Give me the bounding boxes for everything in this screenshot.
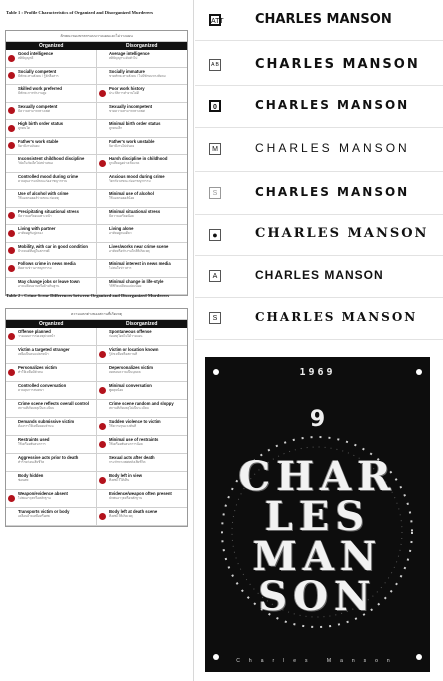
cell-thai-label: อาจเปลี่ยนงานหรือย้ายถิ่นฐาน — [18, 283, 60, 288]
cell-label: Use of alcohol with crime — [18, 191, 69, 196]
cell-thai-label: วางแผนการก่อเหตุล่วงหน้า — [18, 334, 56, 338]
cell-label: Mobility, with car in good condition — [18, 243, 88, 249]
cell-thai-label: มีความเครียดเฉพาะหน้า — [18, 213, 52, 218]
cell-label: Offense planned — [18, 329, 51, 334]
cell-label: May change jobs or leave town — [18, 278, 80, 284]
table-row — [6, 400, 187, 418]
red-dot-icon — [8, 495, 15, 502]
cell-label: Socially immature — [109, 68, 145, 74]
table2 — [5, 308, 188, 527]
disorganized-cell — [97, 278, 187, 295]
cell-label: Harsh discipline in childhood — [109, 156, 168, 161]
table1-col-organized: Organized — [39, 43, 64, 49]
cell-label: Victim or location known — [109, 347, 159, 352]
organized-cell — [6, 68, 97, 85]
cell-thai-label: อาศัยอยู่คนเดียว — [109, 231, 132, 235]
cell-label: Follows crime in news media — [18, 261, 76, 266]
disorganized-cell — [97, 190, 187, 207]
cell-label: Sexually competent — [18, 103, 58, 109]
table1-header — [6, 42, 187, 50]
cell-thai-label: ใช้เครื่องพันธนาการ — [18, 442, 46, 446]
organized-cell — [6, 328, 97, 345]
cell-thai-label: ไม่พบอาวุธหรือหลักฐาน — [18, 496, 51, 500]
table1-col-disorganized: Disorganized — [126, 43, 158, 49]
cell-label: Crime scene random and sloppy — [109, 401, 174, 406]
cell-label: Average intelligence — [109, 51, 150, 56]
cell-label: Personalizes victim — [18, 365, 57, 370]
column-divider — [193, 0, 194, 681]
cell-label: Minimal situational stress — [109, 208, 161, 214]
table2-header — [6, 320, 187, 328]
table-row — [6, 243, 187, 261]
font-sample-text: CHARLES MANSON — [255, 98, 410, 112]
cell-label: Depersonalizes victim — [109, 365, 153, 370]
poster-title-line: LES — [264, 493, 371, 540]
cell-thai-label: ลูกคนเล็ก — [109, 126, 123, 130]
disorganized-cell — [97, 454, 187, 471]
table-row — [6, 138, 187, 156]
cell-label: Sexual acts after death — [109, 455, 155, 460]
table-row — [6, 225, 187, 243]
font-sample-text: CHARLES MANSON — [255, 141, 410, 155]
font-sample-text: CHARLES MANSON — [255, 268, 384, 282]
cell-thai-label: มีความสามารถทางเพศ — [18, 108, 50, 113]
organized-cell — [6, 454, 97, 471]
cell-thai-label: บิดามีงานมั่นคง — [18, 143, 40, 148]
disorganized-cell — [97, 68, 187, 85]
table-row — [6, 85, 187, 103]
poster — [205, 357, 430, 672]
cell-thai-label: มักพบอาวุธหรือหลักฐาน — [109, 496, 143, 500]
table1-caption: Table 1 : Profile Characteristics of Organized and Disorganized Murderers — [6, 10, 154, 15]
cell-label: Controlled mood during crime — [18, 173, 79, 179]
table-row — [6, 190, 187, 208]
cell-thai-label: ควบคุมการสนทนา — [18, 388, 44, 392]
red-dot-icon — [8, 265, 15, 272]
table1-thai-title: ลักษณะของฆาตกรแบบวางแผนและไม่วางแผน — [6, 31, 187, 42]
table-row — [6, 382, 187, 400]
cell-label: Aggressive acts prior to death — [18, 455, 79, 460]
organized-cell — [6, 138, 97, 155]
cell-thai-label: รู้จักเหยื่อหรือสถานที่ — [109, 352, 138, 356]
disorganized-cell — [97, 382, 187, 399]
table1 — [5, 30, 188, 296]
font-preview-icon: S — [209, 187, 221, 199]
cell-thai-label: ลดทอนความเป็นบุคคล — [109, 370, 141, 374]
organized-cell — [6, 490, 97, 507]
table-row — [6, 436, 187, 454]
table-row — [6, 346, 187, 364]
font-sample-row[interactable] — [195, 45, 443, 86]
cell-label: Body hidden — [18, 473, 44, 478]
table1-body — [6, 50, 187, 295]
disorganized-cell — [97, 103, 187, 120]
organized-cell — [6, 50, 97, 67]
disorganized-cell — [97, 364, 187, 381]
cell-label: Minimal use of restraints — [109, 437, 159, 442]
cell-label: Crime scene reflects overall control — [18, 401, 89, 406]
organized-cell — [6, 85, 97, 102]
disorganized-cell — [97, 418, 187, 435]
font-sample-text: CHARLES MANSON — [255, 184, 410, 199]
disorganized-cell — [97, 173, 187, 190]
cell-thai-label: วิตกกังวลขณะก่ออาชญากรรม — [109, 178, 151, 183]
organized-cell — [6, 364, 97, 381]
table-row — [6, 328, 187, 346]
organized-cell — [6, 418, 97, 435]
cell-thai-label: ต้องการให้เหยื่อยอมจำนน — [18, 424, 54, 428]
cell-label: Living with partner — [18, 226, 56, 231]
cell-label: Minimal change in life-style — [109, 278, 164, 284]
poster-title-line: SON — [258, 573, 377, 620]
cell-label: Demands submissive victim — [18, 419, 75, 424]
disorganized-cell — [97, 490, 187, 507]
red-dot-icon — [99, 423, 106, 430]
cell-thai-label: ทำร้ายก่อนเสียชีวิต — [18, 460, 45, 464]
red-dot-icon — [99, 477, 106, 484]
organized-cell — [6, 400, 97, 417]
red-dot-icon — [8, 369, 15, 376]
table-row — [6, 508, 187, 526]
table-row — [6, 173, 187, 191]
poster-number: 9 — [309, 407, 326, 432]
cell-label: Body left at death scene — [109, 509, 158, 514]
disorganized-cell — [97, 260, 187, 277]
cell-thai-label: เหยื่อเป็นคนแปลกหน้า — [18, 352, 49, 356]
font-sample-text: CHARLES MANSON — [255, 56, 420, 72]
font-sample-row[interactable] — [195, 0, 443, 41]
font-sample-row[interactable] — [195, 127, 443, 172]
table2-body — [6, 328, 187, 526]
disorganized-cell — [97, 85, 187, 102]
disorganized-cell — [97, 346, 187, 363]
disorganized-cell — [97, 508, 187, 525]
poster-title-line: MAN — [252, 533, 383, 580]
cell-label: Lives/works near crime scene — [109, 243, 169, 249]
cell-label: Poor work history — [109, 86, 145, 91]
table-row — [6, 103, 187, 121]
cell-label: Living alone — [109, 226, 134, 231]
cell-label: Transports victim or body — [18, 509, 70, 514]
cell-label: Inconsistent childhood discipline — [18, 156, 85, 161]
cell-label: Minimal use of alcohol — [109, 191, 154, 196]
font-preview-icon: A B — [209, 59, 221, 71]
cell-label: High birth order status — [18, 121, 64, 126]
table-row — [6, 472, 187, 490]
table-row — [6, 208, 187, 226]
red-dot-icon — [8, 142, 15, 149]
cell-label: Father's work stable — [18, 138, 59, 144]
cell-thai-label: ใช้แอลกอฮอล์น้อย — [109, 196, 135, 200]
disorganized-cell — [97, 50, 187, 67]
organized-cell — [6, 190, 97, 207]
organized-cell — [6, 208, 97, 225]
poster-title-line: CHAR — [238, 453, 397, 500]
cell-label: Weapon/evidence absent — [18, 491, 68, 496]
table-row — [6, 68, 187, 86]
table2-caption: Table 2 : Crime Scene Differences between Organized and Disorganized Murderers — [6, 293, 170, 298]
cell-thai-label: สติปัญญาระดับทั่วไป — [109, 56, 138, 60]
disorganized-cell — [97, 155, 187, 172]
cell-thai-label: สถานที่เกิดเหตุไม่เป็นระเบียบ — [109, 406, 149, 410]
cell-label: Anxious mood during crime — [109, 173, 165, 179]
red-dot-icon — [99, 351, 106, 358]
cell-label: Controlled conversation — [18, 383, 67, 388]
cell-thai-label: อาศัยหรือทำงานใกล้ที่เกิดเหตุ — [109, 248, 150, 253]
cell-thai-label: ใช้เครื่องพันธนาการน้อย — [109, 442, 143, 446]
table2-thai-title: ความแตกต่างของสถานที่เกิดเหตุ — [6, 309, 187, 320]
font-sample-row[interactable] — [195, 171, 443, 215]
cell-thai-label: ซ่อนศพ — [18, 478, 29, 482]
cell-thai-label: ลูกคนโต — [18, 126, 30, 130]
table-row — [6, 364, 187, 382]
cell-thai-label: สถานที่เกิดเหตุเป็นระเบียบ — [18, 406, 55, 410]
cell-label: Good intelligence — [18, 51, 54, 56]
cell-label: Evidence/weapon often present — [109, 491, 172, 496]
organized-cell — [6, 103, 97, 120]
cell-label: Victim a targeted stranger — [18, 347, 70, 352]
font-preview-icon: 0 — [209, 100, 221, 112]
disorganized-cell — [97, 138, 187, 155]
table-row — [6, 260, 187, 278]
cell-thai-label: วินัยในวัยเด็กไม่สม่ำเสมอ — [18, 161, 53, 165]
table-row — [6, 454, 187, 472]
font-preview-icon: S — [209, 312, 221, 324]
cell-thai-label: เคลื่อนย้ายเหยื่อหรือศพ — [18, 514, 50, 518]
disorganized-cell — [97, 208, 187, 225]
cell-label: Precipitating situational stress — [18, 208, 79, 214]
cell-thai-label: มีความเครียดน้อย — [109, 213, 134, 218]
red-dot-icon — [8, 230, 15, 237]
cell-thai-label: มีทักษะการทำงานสูง — [18, 91, 47, 95]
organized-cell — [6, 436, 97, 453]
disorganized-cell — [97, 328, 187, 345]
disorganized-cell — [97, 400, 187, 417]
cell-label: Socially competent — [18, 68, 57, 74]
red-dot-icon — [8, 55, 15, 62]
cell-thai-label: มีรถยนต์ที่อยู่ในสภาพดี — [18, 248, 50, 253]
cell-thai-label: วิถีชีวิตเปลี่ยนแปลงน้อย — [109, 283, 142, 288]
disorganized-cell — [97, 243, 187, 260]
red-dot-icon — [8, 107, 15, 114]
cell-label: Restraints used — [18, 437, 50, 442]
organized-cell — [6, 346, 97, 363]
cell-thai-label: ขาดความสามารถทางเพศ — [109, 108, 145, 113]
font-preview-icon: M — [209, 143, 221, 155]
cell-label: Sexually incompetent — [109, 103, 153, 109]
red-dot-icon — [8, 72, 15, 79]
cell-thai-label: ติดตามข่าวอาชญากรรม — [18, 266, 52, 270]
font-sample-text: CHARLES MANSON — [255, 310, 418, 324]
cell-thai-label: พูดคุยน้อย — [109, 388, 124, 392]
font-sample-row[interactable] — [195, 255, 443, 298]
organized-cell — [6, 260, 97, 277]
red-dot-icon — [99, 441, 106, 448]
cell-thai-label: ทิ้งศพไว้ที่เกิดเหตุ — [109, 514, 133, 518]
cell-thai-label: กระทำทางเพศหลังเสียชีวิต — [109, 460, 146, 464]
left-column — [0, 0, 193, 681]
font-sample-text: CHARLES MANSON — [255, 226, 429, 241]
red-dot-icon — [99, 513, 106, 520]
cell-thai-label: ใช้ความรุนแรงทันที — [109, 424, 137, 428]
cell-label: Father's work unstable — [109, 138, 155, 144]
table-row — [6, 50, 187, 68]
cell-thai-label: ทำให้เหยื่อมีตัวตน — [18, 370, 43, 374]
cell-thai-label: ถูกเลี้ยงดูอย่างเข้มงวด — [109, 161, 140, 165]
organized-cell — [6, 508, 97, 525]
cell-label: Minimal birth order status — [109, 121, 161, 126]
disorganized-cell — [97, 472, 187, 489]
cell-thai-label: ประวัติการทำงานไม่ดี — [109, 91, 139, 95]
font-sample-row[interactable] — [195, 297, 443, 340]
red-dot-icon — [8, 125, 15, 132]
poster-year: 1969 — [299, 367, 336, 378]
organized-cell — [6, 120, 97, 137]
red-dot-icon — [99, 387, 106, 394]
cell-thai-label: บิดามีงานไม่มั่นคง — [109, 143, 135, 148]
cell-label: Body left in view — [109, 473, 143, 478]
red-dot-icon — [99, 160, 106, 167]
organized-cell — [6, 173, 97, 190]
cell-thai-label: ขาดทักษะทางสังคม / ไม่มีทักษะทางสังคม — [109, 73, 166, 78]
red-dot-icon — [8, 333, 15, 340]
cell-thai-label: ทิ้งศพไว้ให้เห็น — [109, 478, 130, 482]
font-sample-text: CHARLES MANSON — [255, 11, 392, 27]
poster-footer: Charles Manson — [236, 658, 399, 664]
disorganized-cell — [97, 120, 187, 137]
table-row — [6, 120, 187, 138]
disorganized-cell — [97, 436, 187, 453]
font-preview-icon: A — [209, 270, 221, 282]
cell-thai-label: ไม่สนใจข่าวสาร — [109, 266, 132, 270]
red-dot-icon — [99, 90, 106, 97]
font-preview-icon: ● — [209, 229, 221, 241]
organized-cell — [6, 472, 97, 489]
cell-thai-label: มีทักษะทางสังคม / รู้จักสื่อสาร — [18, 73, 59, 78]
table2-col-organized: Organized — [39, 321, 64, 327]
organized-cell — [6, 155, 97, 172]
font-sample-row[interactable] — [195, 214, 443, 256]
cell-thai-label: ใช้แอลกอฮอล์ร่วมขณะก่อเหตุ — [18, 196, 59, 200]
organized-cell — [6, 382, 97, 399]
organized-cell — [6, 278, 97, 295]
organized-cell — [6, 243, 97, 260]
red-dot-icon — [8, 247, 15, 254]
cell-thai-label: สติปัญญาดี — [18, 56, 34, 60]
organized-cell — [6, 225, 97, 242]
cell-label: Sudden violence to victim — [109, 419, 161, 424]
cell-label: Skilled work preferred — [18, 86, 62, 91]
table-row — [6, 490, 187, 508]
table2-col-disorganized: Disorganized — [126, 321, 158, 327]
cell-thai-label: ก่อเหตุโดยไม่ได้วางแผน — [109, 334, 143, 338]
cell-thai-label: อาศัยอยู่กับคู่ครอง — [18, 231, 43, 235]
table-row — [6, 155, 187, 173]
font-preview-icon: ATT — [209, 14, 221, 26]
disorganized-cell — [97, 225, 187, 242]
font-sample-row[interactable] — [195, 85, 443, 128]
table-row — [6, 418, 187, 436]
cell-label: Minimal conversation — [109, 383, 152, 388]
red-dot-icon — [8, 212, 15, 219]
cell-thai-label: ควบคุมอารมณ์ขณะก่ออาชญากรรม — [18, 178, 68, 183]
cell-label: Minimal interest in news media — [109, 261, 171, 266]
cell-label: Spontaneous offense — [109, 329, 152, 334]
